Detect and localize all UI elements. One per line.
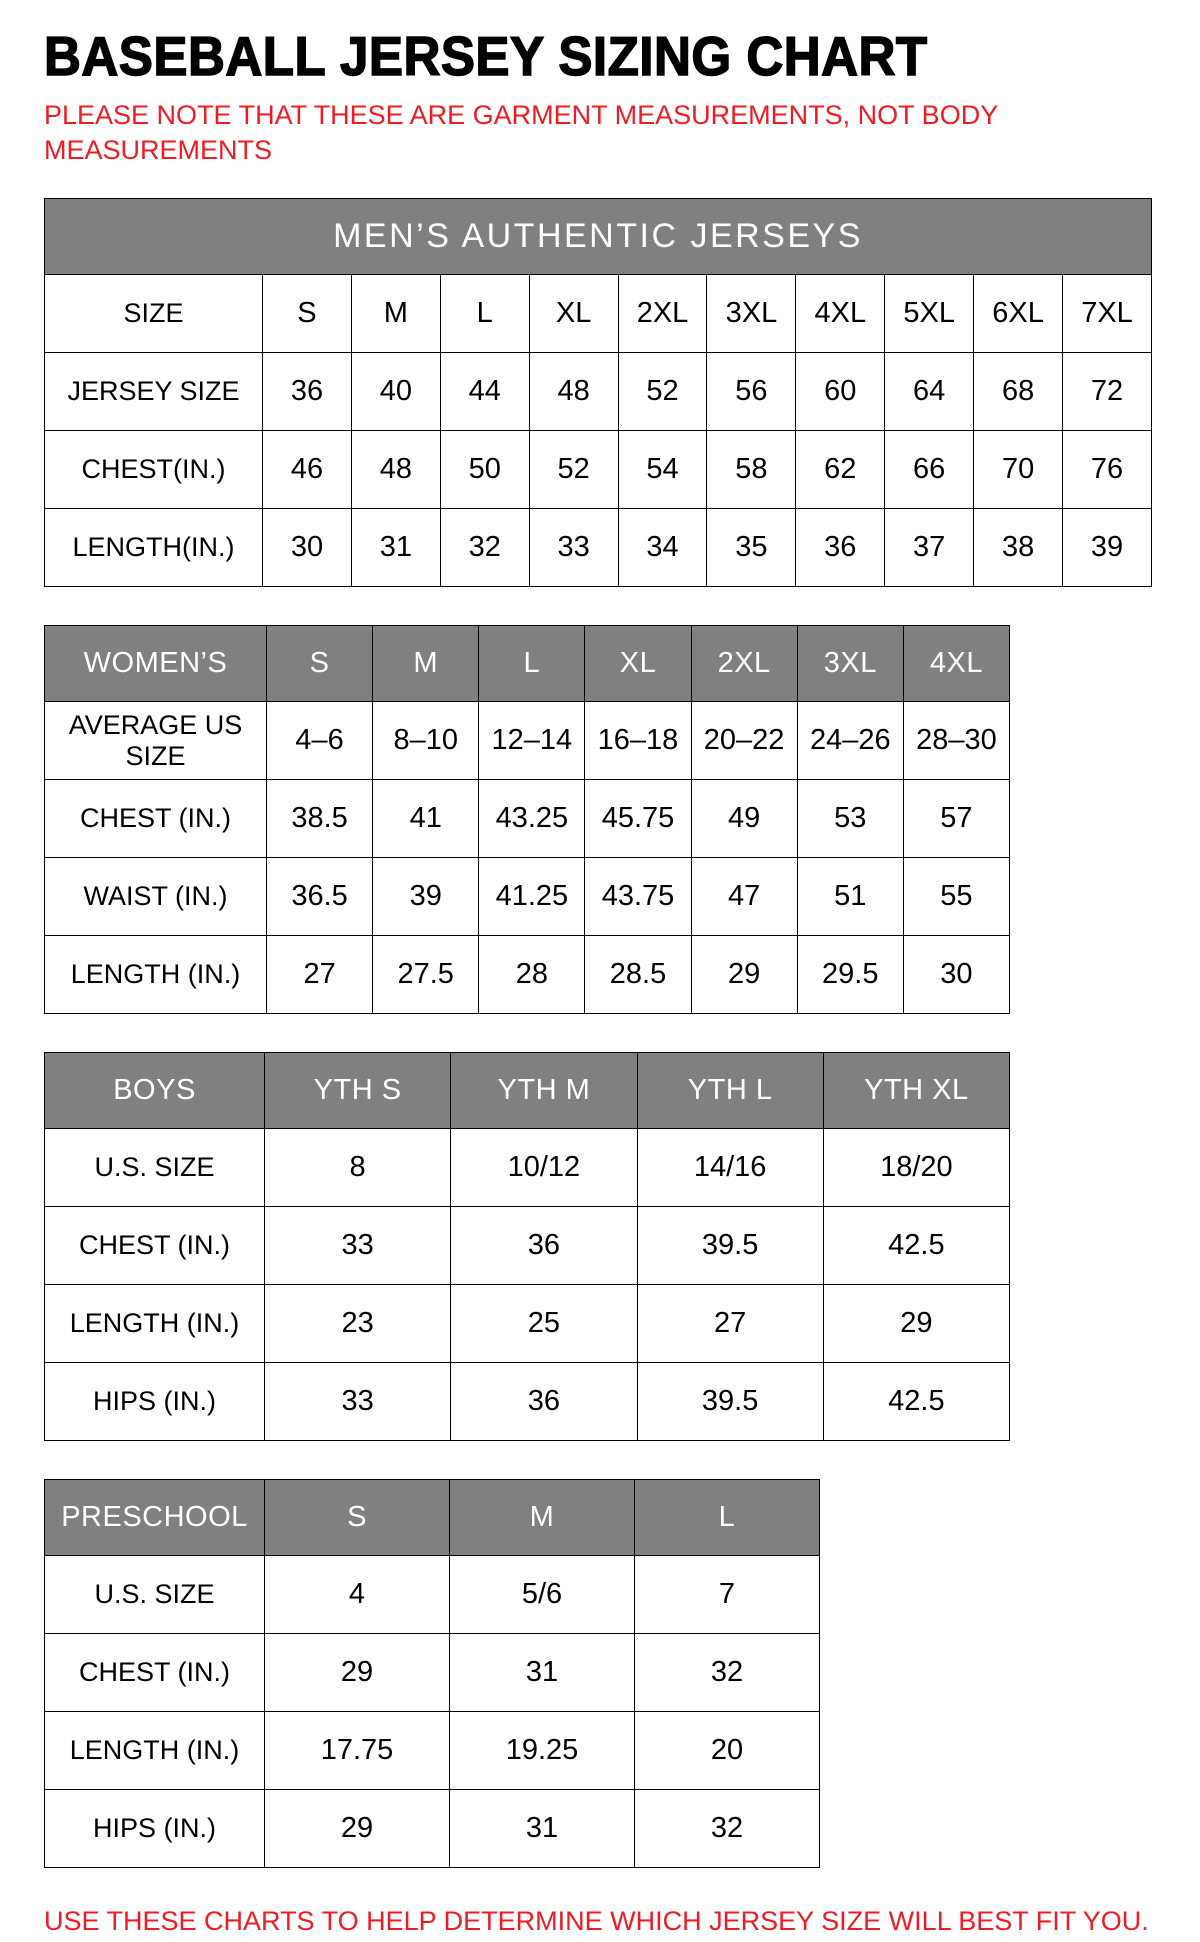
mens-cell: 54 [618, 431, 707, 509]
mens-row-label: LENGTH(IN.) [45, 509, 263, 587]
womens-cell: 41.25 [479, 858, 585, 936]
preschool-cell: 32 [635, 1790, 820, 1868]
mens-cell: 39 [1063, 509, 1152, 587]
womens-column-header: 3XL [797, 626, 903, 702]
mens-cell: 40 [351, 353, 440, 431]
table-header-row [45, 626, 1010, 702]
womens-column-header: L [479, 626, 585, 702]
womens-cell: 55 [903, 858, 1009, 936]
preschool-row-label: U.S. SIZE [45, 1556, 265, 1634]
table-row [45, 858, 1010, 936]
table-row [45, 1556, 820, 1634]
boys-column-header: YTH L [637, 1053, 823, 1129]
mens-cell: 3XL [707, 275, 796, 353]
mens-cell: 2XL [618, 275, 707, 353]
preschool-cell: 5/6 [450, 1556, 635, 1634]
table-header-row [45, 1053, 1010, 1129]
mens-cell: 37 [885, 509, 974, 587]
womens-row-label: CHEST (IN.) [45, 780, 267, 858]
boys-row-label: LENGTH (IN.) [45, 1285, 265, 1363]
table-row [45, 780, 1010, 858]
table-row [45, 431, 1152, 509]
boys-cell: 42.5 [823, 1363, 1009, 1441]
preschool-jerseys-table-section [44, 1479, 1156, 1868]
womens-row-label: AVERAGE US SIZE [45, 702, 267, 780]
boys-cell: 29 [823, 1285, 1009, 1363]
mens-cell: 48 [529, 353, 618, 431]
table-row [45, 1790, 820, 1868]
mens-cell: 30 [263, 509, 352, 587]
womens-column-header: XL [585, 626, 691, 702]
mens-cell: XL [529, 275, 618, 353]
womens-cell: 43.75 [585, 858, 691, 936]
boys-column-header: YTH XL [823, 1053, 1009, 1129]
mens-cell: 35 [707, 509, 796, 587]
mens-cell: 58 [707, 431, 796, 509]
mens-cell: 32 [440, 509, 529, 587]
boys-column-header: YTH S [265, 1053, 451, 1129]
womens-column-header: 4XL [903, 626, 1009, 702]
womens-cell: 20–22 [691, 702, 797, 780]
mens-row-label: CHEST(IN.) [45, 431, 263, 509]
womens-cell: 29 [691, 936, 797, 1014]
mens-cell: 68 [974, 353, 1063, 431]
boys-cell: 8 [265, 1129, 451, 1207]
preschool-column-header: S [265, 1480, 450, 1556]
mens-cell: 6XL [974, 275, 1063, 353]
womens-cell: 27 [267, 936, 373, 1014]
preschool-cell: 7 [635, 1556, 820, 1634]
table-row [45, 1207, 1010, 1285]
table-row [45, 275, 1152, 353]
boys-column-header: YTH M [451, 1053, 637, 1129]
womens-cell: 47 [691, 858, 797, 936]
preschool-cell: 4 [265, 1556, 450, 1634]
womens-cell: 16–18 [585, 702, 691, 780]
mens-cell: M [351, 275, 440, 353]
preschool-cell: 31 [450, 1634, 635, 1712]
womens-cell: 49 [691, 780, 797, 858]
mens-row-label: JERSEY SIZE [45, 353, 263, 431]
womens-table [44, 625, 1010, 1014]
preschool-row-label: LENGTH (IN.) [45, 1712, 265, 1790]
womens-row-label: LENGTH (IN.) [45, 936, 267, 1014]
boys-cell: 36 [451, 1207, 637, 1285]
womens-cell: 24–26 [797, 702, 903, 780]
boys-cell: 33 [265, 1363, 451, 1441]
womens-cell: 28.5 [585, 936, 691, 1014]
mens-cell: 36 [796, 509, 885, 587]
page-title: BASEBALL JERSEY SIZING CHART [44, 25, 928, 87]
womens-cell: 41 [373, 780, 479, 858]
preschool-column-header: M [450, 1480, 635, 1556]
boys-row-label: HIPS (IN.) [45, 1363, 265, 1441]
mens-cell: 70 [974, 431, 1063, 509]
footer-note: USE THESE CHARTS TO HELP DETERMINE WHICH JERSEY SIZE WILL BEST FIT YOU. [44, 1906, 1149, 1937]
table-row [45, 1285, 1010, 1363]
boys-cell: 39.5 [637, 1363, 823, 1441]
mens-row-label: SIZE [45, 275, 263, 353]
womens-cell: 45.75 [585, 780, 691, 858]
mens-cell: 36 [263, 353, 352, 431]
preschool-header-label: PRESCHOOL [45, 1480, 265, 1556]
table-row [45, 936, 1010, 1014]
womens-cell: 28 [479, 936, 585, 1014]
womens-row-label: WAIST (IN.) [45, 858, 267, 936]
mens-cell: 64 [885, 353, 974, 431]
preschool-row-label: CHEST (IN.) [45, 1634, 265, 1712]
boys-jerseys-table-section [44, 1052, 1156, 1441]
boys-cell: 14/16 [637, 1129, 823, 1207]
mens-cell: 7XL [1063, 275, 1152, 353]
womens-cell: 29.5 [797, 936, 903, 1014]
womens-cell: 27.5 [373, 936, 479, 1014]
womens-cell: 51 [797, 858, 903, 936]
womens-cell: 30 [903, 936, 1009, 1014]
mens-cell: 44 [440, 353, 529, 431]
boys-cell: 23 [265, 1285, 451, 1363]
boys-row-label: CHEST (IN.) [45, 1207, 265, 1285]
boys-header-label: BOYS [45, 1053, 265, 1129]
mens-cell: 60 [796, 353, 885, 431]
preschool-cell: 17.75 [265, 1712, 450, 1790]
preschool-cell: 31 [450, 1790, 635, 1868]
womens-jerseys-table-section [44, 625, 1156, 1014]
womens-cell: 28–30 [903, 702, 1009, 780]
womens-cell: 57 [903, 780, 1009, 858]
preschool-cell: 19.25 [450, 1712, 635, 1790]
mens-cell: 34 [618, 509, 707, 587]
boys-cell: 39.5 [637, 1207, 823, 1285]
mens-cell: 33 [529, 509, 618, 587]
boys-cell: 33 [265, 1207, 451, 1285]
womens-cell: 4–6 [267, 702, 373, 780]
boys-cell: 25 [451, 1285, 637, 1363]
table-row [45, 1634, 820, 1712]
mens-cell: 56 [707, 353, 796, 431]
mens-cell: 4XL [796, 275, 885, 353]
boys-row-label: U.S. SIZE [45, 1129, 265, 1207]
womens-column-header: S [267, 626, 373, 702]
table-header-row [45, 1480, 820, 1556]
mens-cell: 31 [351, 509, 440, 587]
mens-cell: 38 [974, 509, 1063, 587]
preschool-table [44, 1479, 820, 1868]
mens-cell: 66 [885, 431, 974, 509]
mens-cell: 72 [1063, 353, 1152, 431]
womens-cell: 39 [373, 858, 479, 936]
womens-column-header: 2XL [691, 626, 797, 702]
table-row [45, 353, 1152, 431]
mens-cell: 48 [351, 431, 440, 509]
preschool-cell: 32 [635, 1634, 820, 1712]
womens-column-header: M [373, 626, 479, 702]
mens-cell: 76 [1063, 431, 1152, 509]
womens-cell: 38.5 [267, 780, 373, 858]
table-row [45, 1363, 1010, 1441]
mens-authentic-jerseys-table-section [44, 198, 1156, 587]
mens-cell: 46 [263, 431, 352, 509]
preschool-cell: 29 [265, 1634, 450, 1712]
preschool-cell: 29 [265, 1790, 450, 1868]
table-banner-row [45, 199, 1152, 275]
boys-cell: 18/20 [823, 1129, 1009, 1207]
boys-cell: 10/12 [451, 1129, 637, 1207]
boys-cell: 42.5 [823, 1207, 1009, 1285]
preschool-cell: 20 [635, 1712, 820, 1790]
mens-table [44, 198, 1152, 587]
preschool-row-label: HIPS (IN.) [45, 1790, 265, 1868]
womens-cell: 53 [797, 780, 903, 858]
mens-cell: 52 [618, 353, 707, 431]
boys-table [44, 1052, 1010, 1441]
table-row [45, 1129, 1010, 1207]
garment-measurements-note: PLEASE NOTE THAT THESE ARE GARMENT MEASUREMENTS, NOT BODY MEASUREMENTS [44, 100, 998, 166]
womens-cell: 43.25 [479, 780, 585, 858]
womens-cell: 36.5 [267, 858, 373, 936]
mens-cell: 50 [440, 431, 529, 509]
preschool-column-header: L [635, 1480, 820, 1556]
mens-cell: 5XL [885, 275, 974, 353]
boys-cell: 36 [451, 1363, 637, 1441]
mens-cell: L [440, 275, 529, 353]
table-row [45, 702, 1010, 780]
mens-cell: 52 [529, 431, 618, 509]
womens-header-label: WOMEN’S [45, 626, 267, 702]
boys-cell: 27 [637, 1285, 823, 1363]
womens-cell: 8–10 [373, 702, 479, 780]
mens-banner-title: MEN’S AUTHENTIC JERSEYS [45, 199, 1152, 275]
table-row [45, 509, 1152, 587]
mens-cell: 62 [796, 431, 885, 509]
table-row [45, 1712, 820, 1790]
womens-cell: 12–14 [479, 702, 585, 780]
mens-cell: S [263, 275, 352, 353]
